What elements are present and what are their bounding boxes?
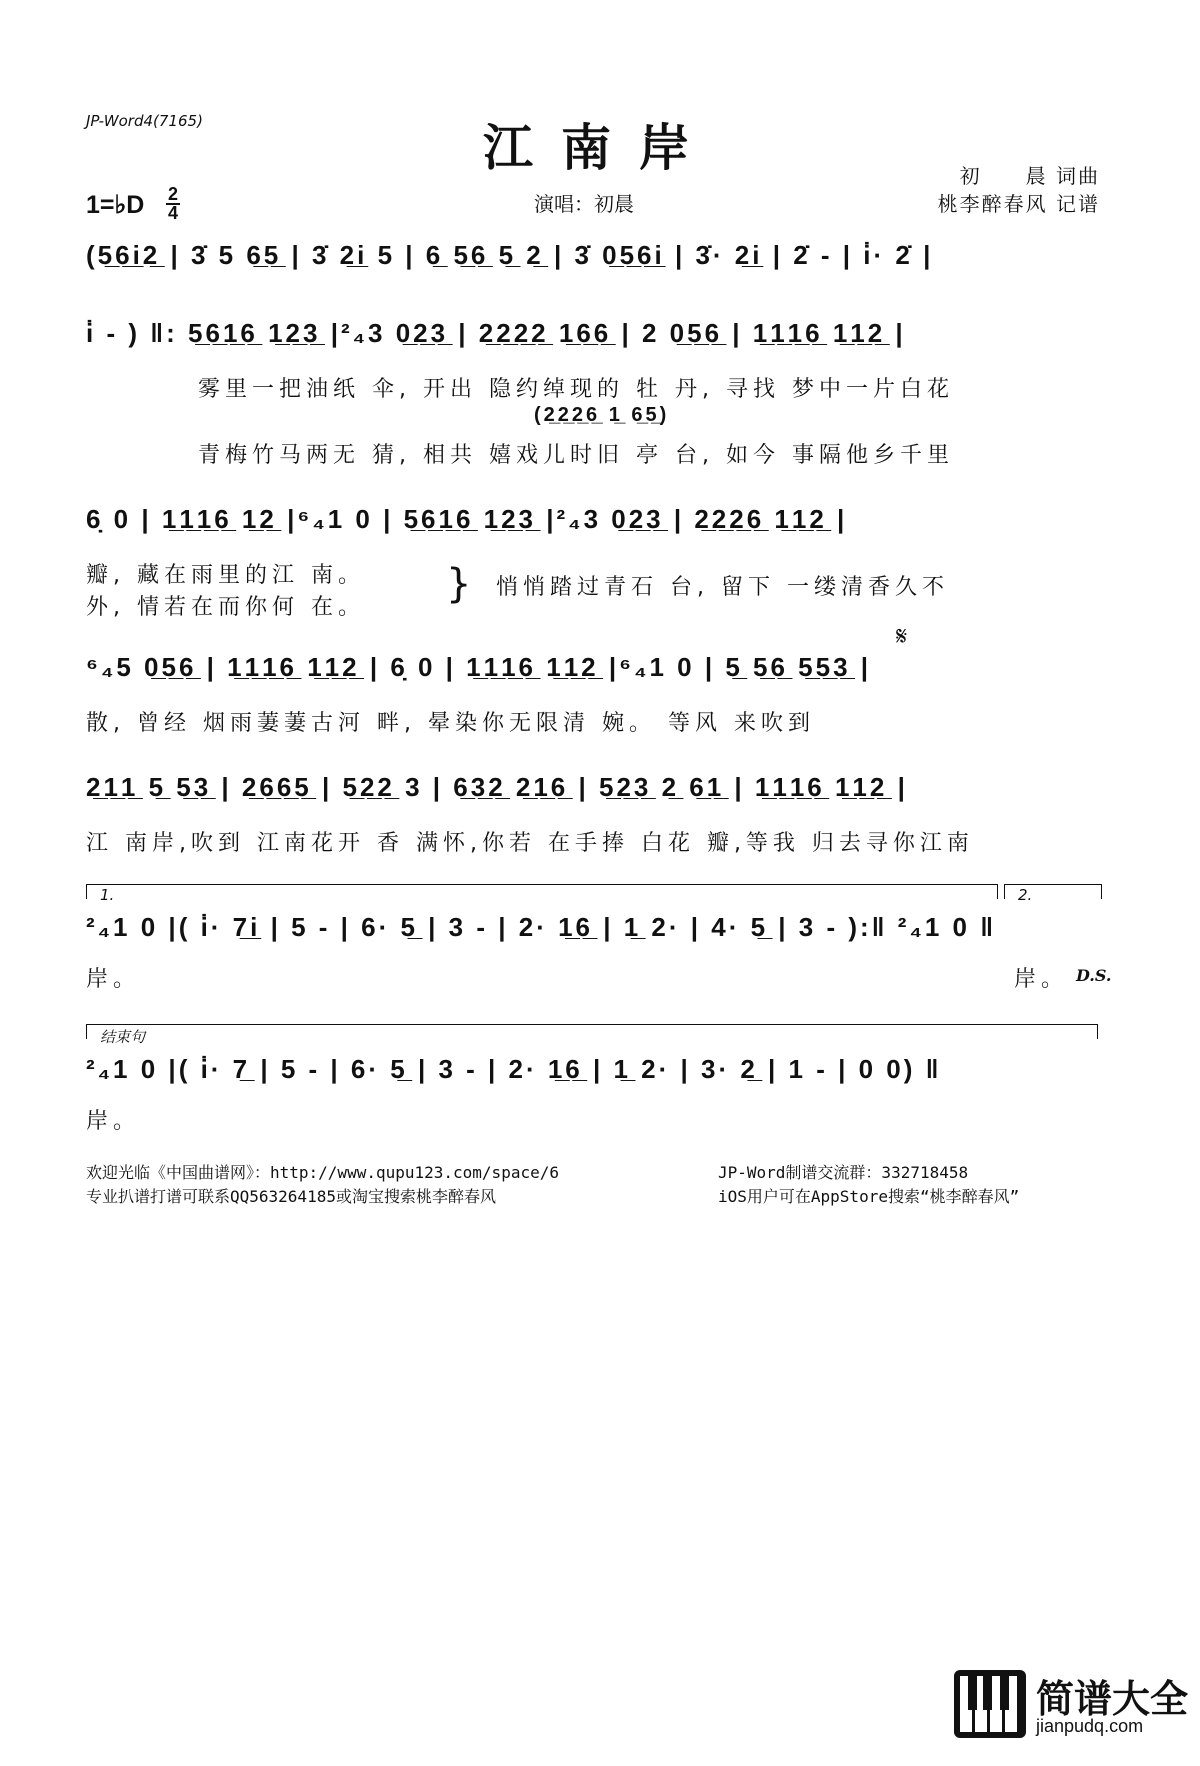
notes-line-6: ²₄1 0 |( i̇· 7̲i̲ | 5 - | 6· 5̲ | 3 - | 2· 1̲6̲ | 1̲ 2· | 4· 5̲ | 3 - ):‖ ²₄1 0 ‖ — [86, 912, 997, 942]
logo-site: jianpudq.com — [1036, 1716, 1144, 1736]
key-signature: 1=♭D — [86, 191, 145, 219]
notes-line-3: 6̣ 0 | 1̲1̲1̲6̲ 1̲2̲ |⁶₄1 0 | 5̲6̲1̲6̲ 1̲2̲3̲ |²₄3 0̲2̲3̲ | 2̲2̲2̲6̲ 1̲1̲2̲ | — [86, 504, 848, 534]
footer-website: 欢迎光临《中国曲谱网》：http://www.qupu123.com/space/6 — [86, 1163, 559, 1182]
time-signature-top: 2 — [167, 184, 178, 204]
lyrics-line-6-ending: 岸。 — [1014, 967, 1069, 992]
score-line-6 — [86, 884, 1112, 994]
score-line-4 — [86, 622, 1100, 752]
software-version: JP-Word4(7165) — [86, 112, 203, 130]
footer-contact: 专业扒谱打谱可联系QQ563264185或淘宝搜索桃李醉春风 — [86, 1187, 496, 1206]
lyrics-line-6: 岸。 — [86, 967, 141, 992]
notes-line-1: (5̲6̲i̲2̲ | 3̇ 5 6̲5̲ | 3̇ 2̲i̲ 5 | 6̲ 5̲6̲ 5̲ 2̲ | 3̇ 0̲5̲6̲i̲ | 3̇· 2̲i̲ | 2̇ - | i̇· 2̇ | — [86, 240, 934, 270]
site-logo — [952, 1668, 1189, 1740]
first-ending-bracket — [86, 884, 998, 899]
segno-sign: 𝄋 — [896, 622, 908, 652]
lyrics-line-3-verse-1: 瓣, 藏在雨里的江 南。 — [86, 563, 365, 588]
alt-notes-line-2: (2̲2̲2̲6̲ 1̲ 6̲5̲) — [534, 404, 670, 426]
lyrics-line-3-shared: 悄悄踏过青石 台, 留下 一缕清香久不 — [496, 575, 949, 600]
first-ending-label: 1. — [100, 886, 115, 904]
credit-transcriber: 桃李醉春风 记谱 — [937, 192, 1100, 216]
lyrics-line-4: 散, 曾经 烟雨萋萋古河 畔, 晕染你无限清 婉。 等风 来吹到 — [86, 711, 815, 736]
score-line-3 — [86, 504, 1100, 634]
lyrics-line-2-verse-2: 青梅竹马两无 猜, 相共 嬉戏儿时旧 亭 台, 如今 事隔他乡千里 — [198, 443, 954, 468]
lyrics-line-7: 岸。 — [86, 1109, 141, 1134]
ending-label: 结束句 — [100, 1028, 146, 1046]
dal-segno-marking: D.S. — [1076, 966, 1112, 985]
score-line-5 — [86, 772, 1100, 872]
footer-group: JP-Word制谱交流群：332718458 — [718, 1163, 969, 1182]
time-signature — [166, 186, 180, 222]
second-ending-label: 2. — [1018, 886, 1033, 904]
lyrics-line-2-verse-1: 雾里一把油纸 伞, 开出 隐约绰现的 牡 丹, 寻找 梦中一片白花 — [198, 377, 954, 402]
score-line-1 — [86, 240, 1100, 290]
notes-line-4: ⁶₄5 0̲5̲6̲ | 1̲1̲1̲6̲ 1̲1̲2̲ | 6̣ 0 | 1̲1̲1̲6̲ 1̲1̲2̲ |⁶₄1 0 | 5̲ 5̲6̲ 5̲5̲3̲ | — [86, 652, 872, 682]
logo-name: 简谱大全 — [1036, 1677, 1189, 1721]
verse-brace: } — [446, 561, 472, 607]
ending-bracket — [86, 1024, 1098, 1039]
piano-keys-icon — [952, 1668, 1028, 1740]
singer-credit: 演唱：初晨 — [534, 192, 634, 216]
song-title: 江南岸 — [483, 118, 717, 177]
lyrics-line-5: 江 南岸,吹到 江南花开 香 满怀,你若 在手捧 白花 瓣,等我 归去寻你江南 — [86, 831, 974, 856]
lyrics-line-3-verse-2: 外, 情若在而你何 在。 — [86, 595, 365, 620]
time-signature-bottom: 4 — [167, 203, 178, 223]
score-line-7 — [86, 1024, 1100, 1134]
credit-composer: 初 晨 词曲 — [959, 164, 1100, 188]
footer-ios: iOS用户可在AppStore搜索“桃李醉春风” — [718, 1187, 1020, 1206]
score-line-2 — [86, 318, 1100, 478]
notes-line-2: i̇ - ) ‖: 5̲6̲1̲6̲ 1̲2̲3̲ |²₄3 0̲2̲3̲ | 2̲2̲2̲2̲ 1̲6̲6̲ | 2 0̲5̲6̲ | 1̲1̲1̲6̲ 1̲1̲2̲ | — [86, 318, 906, 348]
notes-line-5: 2̲1̲1̲ 5̲ 5̲3̲ | 2̲6̲6̲5̲ | 5̲2̲2̲ 3 | 6̲3̲2̲ 2̲1̲6̲ | 5̲2̲3̲ 2̲ 6̲1̲ | 1̲1̲1̲6̲ 1̲1̲2̲ | — [86, 772, 908, 802]
notes-line-7: ²₄1 0 |( i̇· 7̲ | 5 - | 6· 5̲ | 3 - | 2· 1̲6̲ | 1̲ 2· | 3· 2̲ | 1 - | 0 0) ‖ — [86, 1054, 942, 1084]
